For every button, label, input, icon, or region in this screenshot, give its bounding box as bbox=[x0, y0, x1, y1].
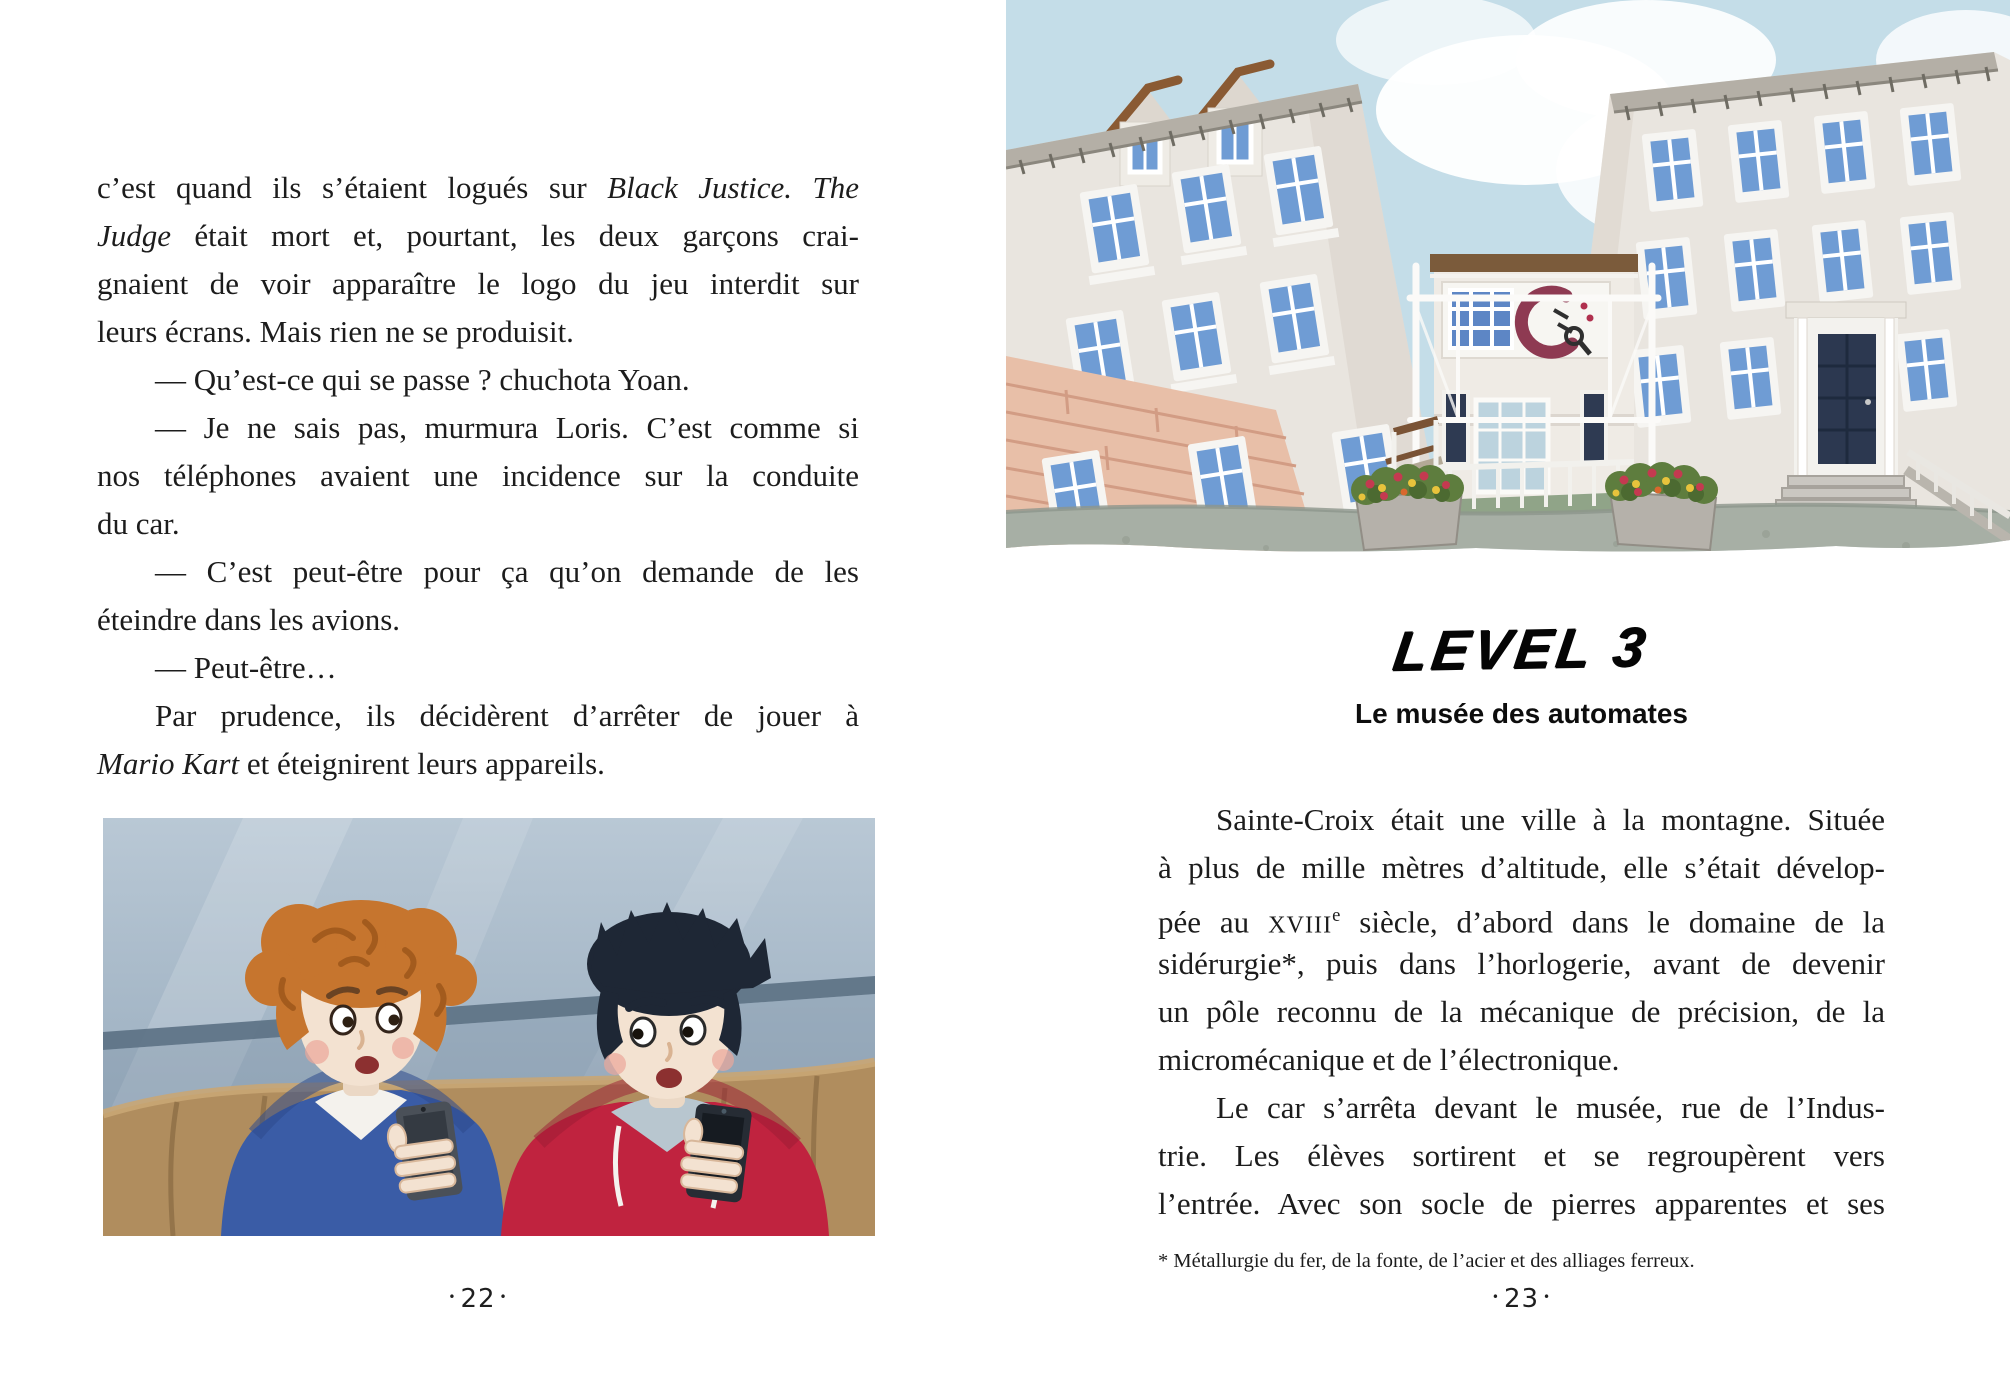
text-line: leurs écrans. Mais rien ne se produisit. bbox=[97, 314, 574, 349]
entrance-portico bbox=[1776, 302, 1916, 510]
text-line: sidérurgie*, puis dans l’horlogerie, avant de devenir bbox=[1158, 946, 1885, 981]
text-line: c’est quand ils s’étaient logués sur Black Justice. The bbox=[97, 170, 859, 205]
text-line: nos téléphones avaient une incidence sur la conduite bbox=[97, 458, 859, 493]
text-line: — Je ne sais pas, murmura Loris. C’est comme si bbox=[155, 410, 859, 445]
page-number-right bbox=[1158, 1284, 1885, 1314]
text-line: Mario Kart et éteignirent leurs appareils. bbox=[97, 746, 605, 781]
text-line: Le car s’arrêta devant le musée, rue de l’Indus- bbox=[1216, 1090, 1885, 1125]
text-line: — C’est peut-être pour ça qu’on demande de les bbox=[155, 554, 859, 589]
museum-illustration bbox=[1006, 0, 2010, 566]
page-number-left bbox=[97, 1284, 859, 1314]
footnote: * Métallurgie du fer, de la fonte, de l’acier et des alliages ferreux. bbox=[1158, 1250, 1695, 1272]
chapter-heading-text: LEVEL 3 bbox=[1389, 614, 1654, 683]
text-line: Judge était mort et, pourtant, les deux garçons crai- bbox=[97, 218, 859, 253]
text-line: éteindre dans les avions. bbox=[97, 602, 401, 637]
footer-dot: • bbox=[448, 1290, 457, 1304]
footer-dot: • bbox=[1491, 1290, 1500, 1304]
chapter-subtitle: Le musée des automates bbox=[1354, 698, 1689, 729]
text-line: Par prudence, ils décidèrent d’arrêter de jouer à bbox=[155, 698, 859, 733]
footer-dot: • bbox=[1543, 1290, 1552, 1304]
page-number: 23 bbox=[1503, 1284, 1540, 1314]
footer-dot: • bbox=[499, 1290, 508, 1304]
text-line: — Peut-être… bbox=[155, 650, 337, 685]
text-line: Sainte-Croix était une ville à la montagne. Située bbox=[1216, 802, 1885, 837]
text-line: l’entrée. Avec son socle de pierres apparentes et ses bbox=[1158, 1186, 1885, 1221]
bus-illustration bbox=[103, 818, 875, 1236]
text-line: trie. Les élèves sortirent et se regroupèrent vers bbox=[1158, 1138, 1885, 1173]
chapter-heading bbox=[1158, 616, 1885, 681]
text-line: du car. bbox=[97, 506, 180, 541]
text-line: un pôle reconnu de la mécanique de précision, de la bbox=[1158, 994, 1885, 1029]
left-page-text bbox=[97, 164, 859, 788]
text-line: pée au XVIIIe siècle, d’abord dans le domaine de la bbox=[1158, 904, 1885, 940]
text-line: micromécanique et de l’électronique. bbox=[1158, 1042, 1620, 1077]
text-line: gnaient de voir apparaître le logo du jeu interdit sur bbox=[97, 266, 859, 301]
page-number: 22 bbox=[460, 1284, 496, 1314]
right-page-text bbox=[1158, 796, 1885, 1228]
street bbox=[1006, 505, 2010, 566]
text-line: à plus de mille mètres d’altitude, elle s’était dévelop- bbox=[1158, 850, 1885, 885]
text-line: — Qu’est-ce qui se passe ? chuchota Yoan. bbox=[155, 362, 690, 397]
flower-box-left bbox=[1351, 464, 1464, 550]
entrance-door bbox=[1476, 400, 1548, 492]
